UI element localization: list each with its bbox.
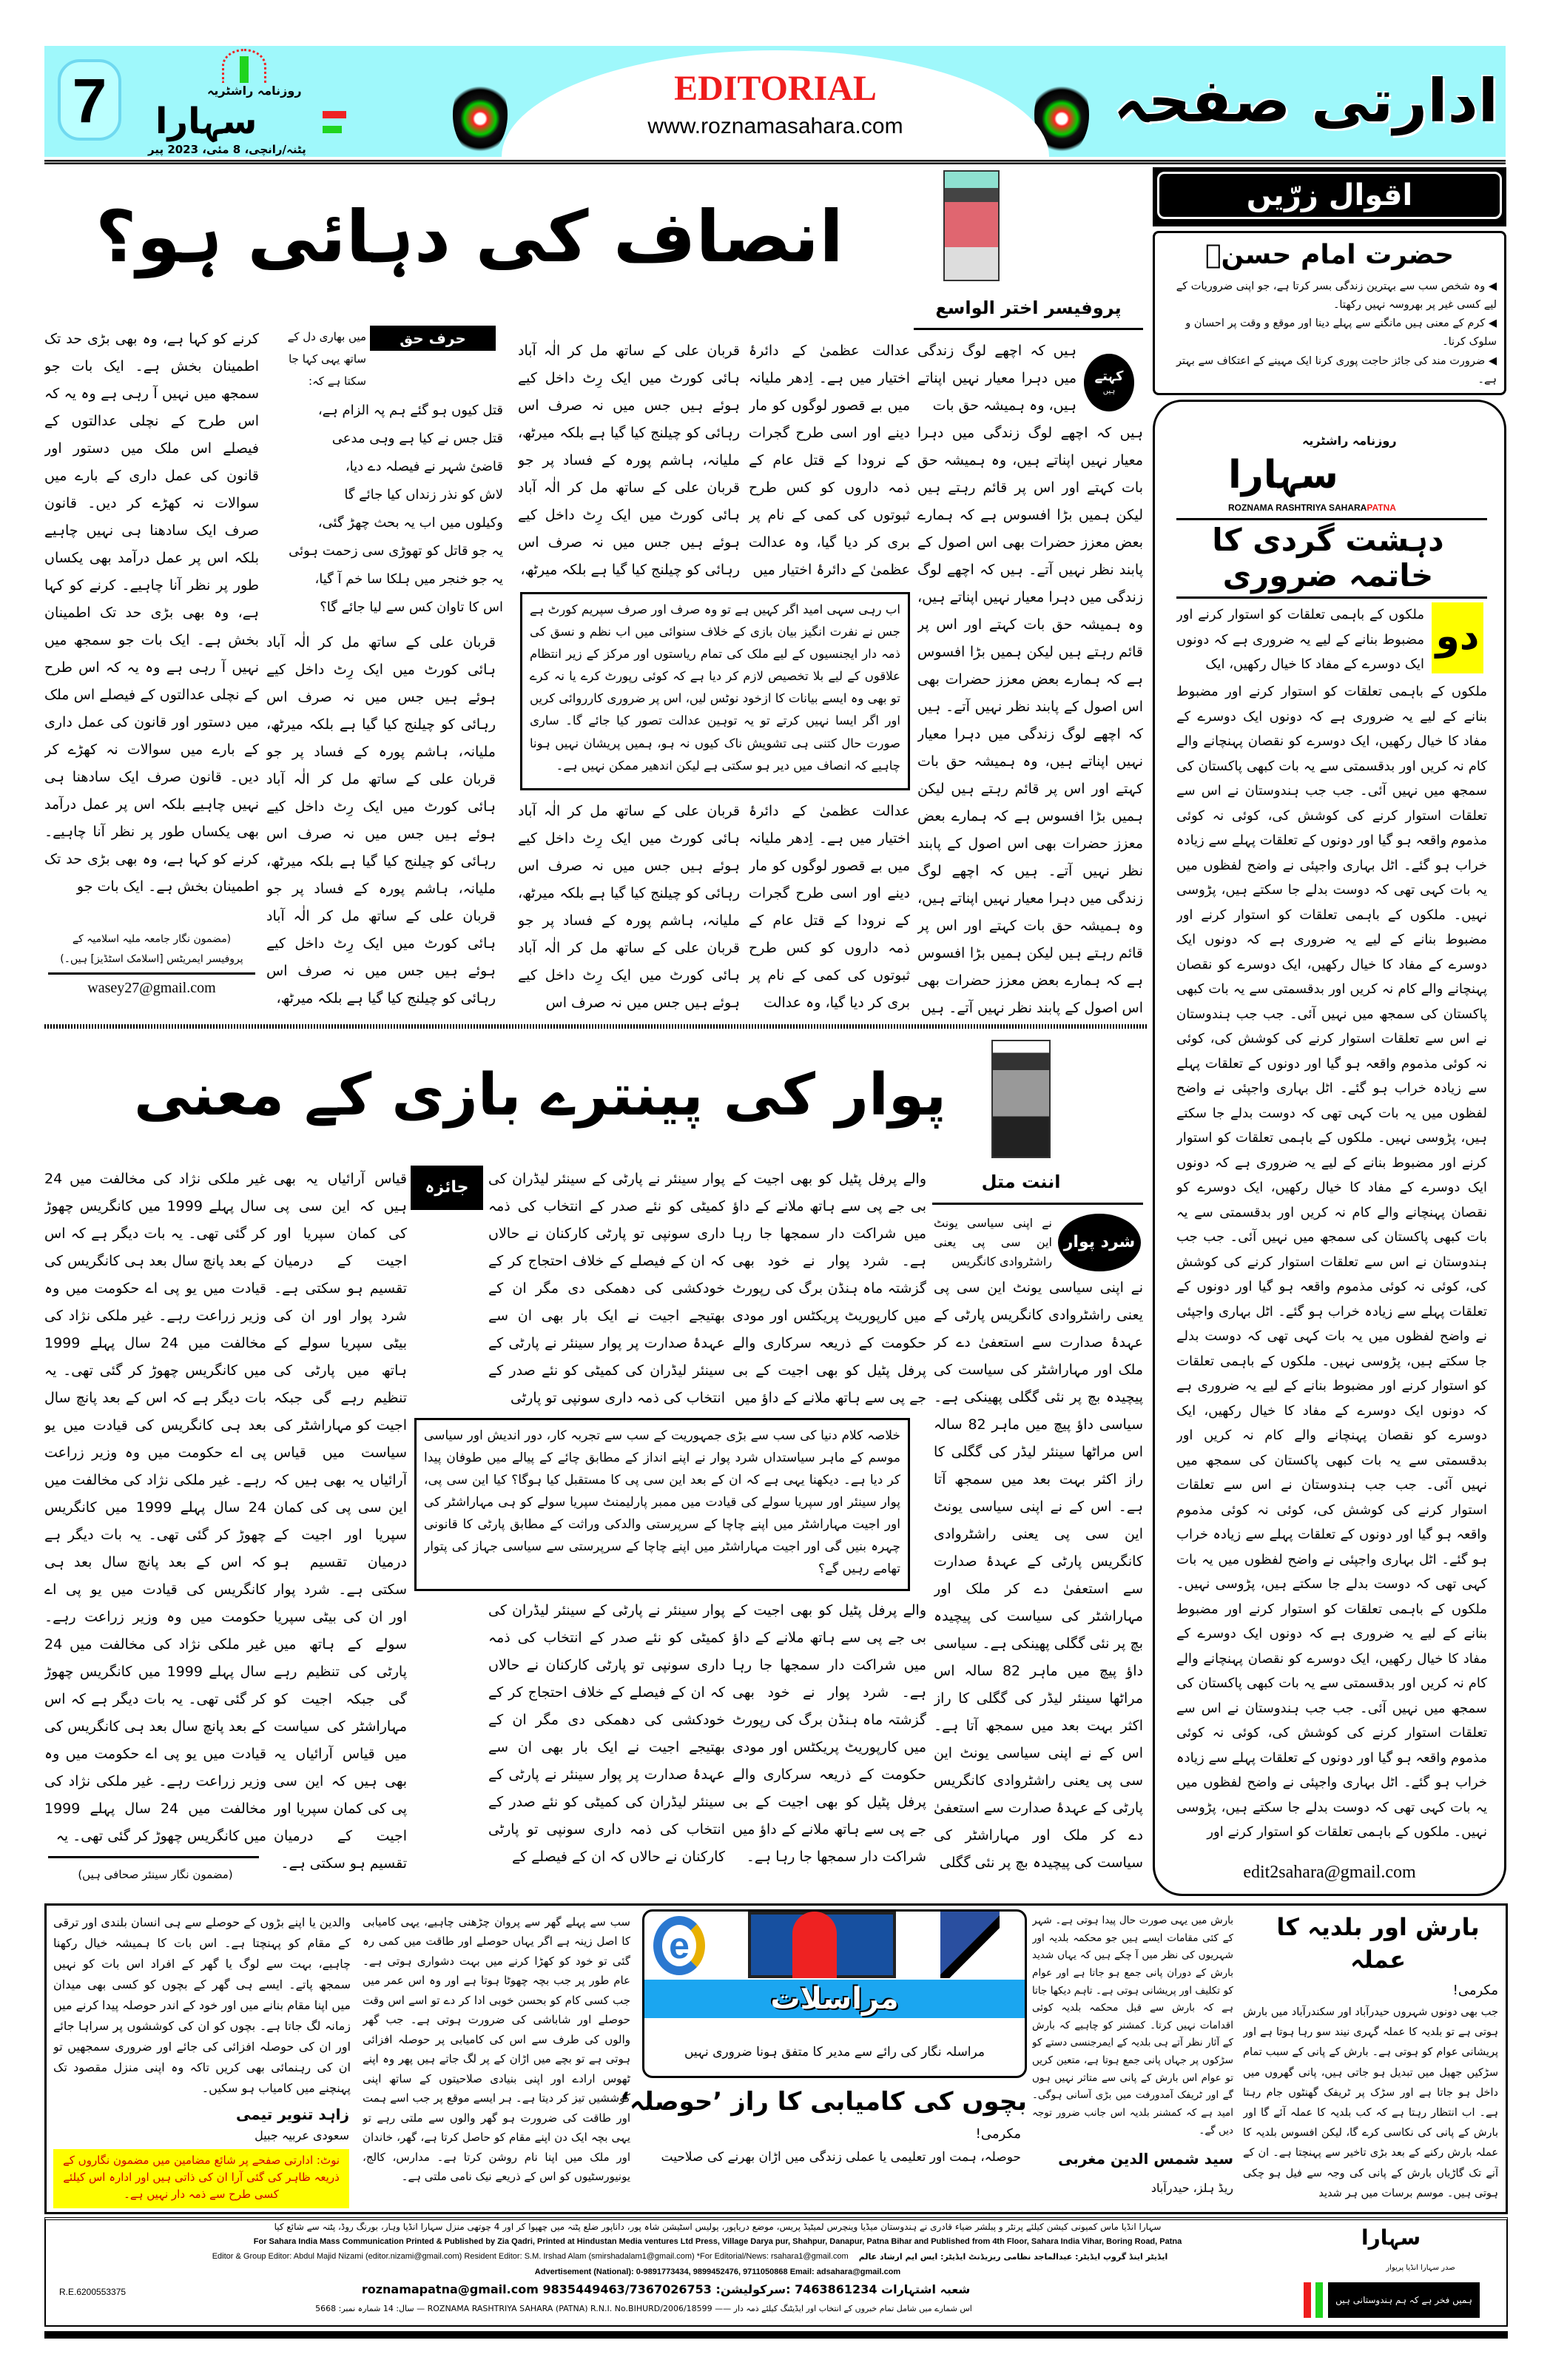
imprint-editor-en: Editor & Group Editor: Abdul Majid Nizami (editor.nizami@gmail.com) Resident Editor: S.M. Irshad Alam (smirshadalam1@gmail.com) *For Editorial/News: rsahara1@gmail.com [212,2252,849,2261]
article1-column: عدالت عظمیٰ کے دائرۂ اختیار میں ہے۔ اِدھر ملیانہ میں بے قصور لوگوں کو مار دینے اور اسی طرح گجرات کے نرودا کے قتل عام کے ذمہ داروں کو کس طرح ثبوتوں کی کمی کے نام پر بری کر دیا گیا، وہ عدالت عظمیٰ کے دائرۂ اختیار میں [749,343,910,578]
footer-logo: سہارا [1361,2225,1421,2250]
bottom-bar [44,2331,1508,2339]
imprint-advertisement: Advertisement (National): 0-9891773434, 9899452476, 9711050868 Email: adsahara@gmail.com [534,2268,901,2276]
article2-column: نے اپنی سیاسی یونٹ این سی پی یعنی راشٹروادی کانگریس پارٹی کے عہدۂ صدارت سے استعفیٰ دے کر ملک اور مہاراشٹر کی سیاست کی پیچیدہ بچ پر نئی گگلی پھینکی ہے۔ سیاسی داؤ پیچ میں ماہر 82 سالہ اس مراٹھا سینئر لیڈر کی گگلی کا راز اکثر بہت بعد میں سمجھ آتا ہے۔ اس کے نے اپنی سیاسی یونٹ این سی پی یعنی راشٹروادی کانگریس پارٹی کے عہدۂ صدارت سے استعفیٰ دے کر ملک اور مہاراشٹر کی سیاست کی پیچیدہ بچ پر نئی گگلی پھینکی ہے۔ سیاسی داؤ پیچ میں ماہر 82 سالہ اس مراٹھا سینئر لیڈر کی گگلی کا راز اکثر بہت بعد میں سمجھ آتا ہے۔ اس کے نے اپنی سیاسی یونٹ این سی پی یعنی راشٹروادی کانگریس پارٹی کے عہدۂ صدارت سے استعفیٰ دے کر ملک اور مہاراشٹر کی سیاست کی پیچیدہ بچ پر نئی گگلی [934,1280,1143,1871]
imprint-editor-row [55,2250,1324,2264]
article1-column: عدالت عظمیٰ کے دائرۂ اختیار میں ہے۔ اِدھر ملیانہ میں بے قصور لوگوں کو مار دینے اور اسی طرح گجرات کے نرودا کے قتل عام کے ذمہ داروں کو کس طرح ثبوتوں کی کمی کے نام پر بری کر دیا گیا، وہ عدالت [749,803,910,1011]
article2-column: والے پرفل پٹیل کو بھی اجیت کے بی جے پی سے ہاتھ ملانے کے داؤ میں شراکت دار سمجھا جا رہا ہے۔ شرد پوار نے خود بھی گزشتہ ماہ ہنڈن برگ کی رپورٹ میں کارپوریٹ پریکٹس اور مودی حکومت کے ذریعہ سرکاری والے پرفل پٹیل کو بھی اجیت کے بی جے پی سے ہاتھ ملانے کے داؤ میں شراکت دار سمجھا جا رہا ہے۔ [732,1602,926,1865]
letter1-salutation: مکرمی! [975,2126,1021,2142]
logo-one-icon [240,56,249,83]
logo-name: سہارا [155,101,257,142]
article1-column: قربان علی کے ساتھ مل کر الٰہ آباد ہائی کورٹ میں ایک رِٹ داخل کیے ہوئے ہیں جس میں نہ صرف اس رہائی کو چیلنج کیا گیا ہے بلکہ میرٹھ، ملیانہ، ہاشم پورہ کے فساد پر جو قربان علی کے ساتھ مل کر الٰہ آباد ہائی کورٹ میں ایک رِٹ داخل کیے ہوئے ہیں جس میں نہ صرف اس [518,803,740,1011]
circle-label: شرد پوار [1063,1233,1136,1251]
disclaimer-note: نوٹ: ادارتی صفحے پر شائع مضامین میں مضمون نگاروں کے ذریعہ ظاہر کی گئی آرا ان کی ذاتی ہیں اور ادارہ اس کیلئے کسی طرح سے ذمہ دار نہیں ہے۔ [53,2149,349,2208]
article1-column: کرنے کو کہا ہے، وہ بھی بڑی حد تک اطمینان بخش ہے۔ ایک بات جو سمجھ میں نہیں آ رہی ہے وہ یہ کہ اس طرح کے نچلی عدالتوں کے فیصلے اس ملک میں دستور اور قانون کی عمل داری کے بارے میں سوالات نہ کھڑے کر دیں۔ قانون صرف ایک سادھنا ہی نہیں چاہیے بلکہ اس پر عمل درآمد بھی یکساں طور پر نظر آنا چاہیے۔ کرنے کو کہا ہے، وہ بھی بڑی حد تک اطمینان بخش ہے۔ ایک بات جو سمجھ میں نہیں آ رہی ہے وہ یہ کہ اس طرح کے نچلی عدالتوں کے فیصلے اس ملک میں دستور اور قانون کی عمل داری کے بارے میں سوالات نہ کھڑے کر دیں۔ قانون صرف ایک سادھنا ہی نہیں چاہیے بلکہ اس پر عمل درآمد بھی یکساں طور پر نظر آنا چاہیے۔ کرنے کو کہا ہے، وہ بھی بڑی حد تک اطمینان بخش ہے۔ ایک بات جو [44,331,259,895]
divider [1176,596,1487,599]
pullquote-box [520,592,910,790]
article1-column: قربان علی کے ساتھ مل کر الٰہ آباد ہائی کورٹ میں ایک رِٹ داخل کیے ہوئے ہیں جس میں نہ صرف اس رہائی کو چیلنج کیا گیا ہے بلکہ میرٹھ، ملیانہ، ہاشم پورہ کے فساد پر جو قربان علی کے ساتھ مل کر الٰہ آباد ہائی کورٹ میں ایک رِٹ داخل کیے ہوئے ہیں جس میں نہ صرف اس رہائی کو چیلنج کیا گیا ہے بلکہ میرٹھ، ملیانہ، ہاشم پورہ کے فساد پر جو قربان علی کے ساتھ مل کر الٰہ آباد ہائی کورٹ میں ایک رِٹ داخل کیے ہوئے ہیں جس میں نہ صرف اس رہائی کو چیلنج کیا گیا ہے بلکہ میرٹھ، [266,634,496,1006]
quote-item: ◀ کرم کے معنی ہیں مانگنے سے پہلے دینا اور موقع و وقت پر احسان و سلوک کرنا۔ [1185,317,1497,349]
section-title-en: EDITORIAL [674,69,877,108]
imprint-editor-ur: ایڈیٹر اینڈ گروپ ایڈیٹر: عبدالماجد نظامی ریزیڈنٹ ایڈیٹر: ایس ایم ارشاد عالم [858,2252,1168,2262]
footer-side-note: صدر سہارا انڈیا پریوار [1386,2264,1455,2272]
imprint-re: R.E.6200553375 [59,2287,127,2297]
article2-column: نے اپنی سیاسی یونٹ این سی پی یعنی راشٹروادی کانگریس [934,1216,1052,1268]
kehte-circle [1084,354,1134,411]
poem [266,397,503,622]
poem-line: قتل جس نے کیا ہے وہی مدعی [331,431,503,446]
edition-date: پٹنہ/رانچی، 8 مئی، 2023 پیر [148,143,306,156]
editorial-logo-tagline: روزنامہ راشٹریہ [1302,434,1397,448]
editorial-logo: سہارا [1228,453,1338,497]
article2-column: والے پرفل پٹیل کو بھی اجیت کے بی جے پی سے ہاتھ ملانے کے داؤ میں شراکت دار سمجھا جا رہا ہے۔ شرد پوار نے خود بھی گزشتہ ماہ ہنڈن برگ کی رپورٹ میں کارپوریٹ پریکٹس اور مودی حکومت کے ذریعہ سرکاری والے پرفل پٹیل کو بھی اجیت کے بی جے پی سے ہاتھ ملانے کے داؤ میں [732,1171,926,1406]
section-divider [44,1024,1147,1029]
column-label-box: حرف حق [370,326,496,351]
editorial-body: ملکوں کے باہمی تعلقات کو استوار کرنے اور مضبوط بنانے کے لیے یہ ضروری ہے کہ دونوں ایک دوسرے کے مفاد کا خیال رکھیں، ایک دوسرے کو نقصان پہنچانے والے کام نہ کریں اور بدقسمتی سے یہ بات کبھی پاکستان کی سمجھ میں نہیں آئی۔ جب جب ہندوستان نے اس سے تعلقات استوار کرنے کی کوشش کی، کوئی نہ کوئی مذموم واقعہ ہو گیا اور دونوں کے تعلقات پہلے سے زیادہ خراب ہو گئے۔ اٹل بہاری واجپئی نے واضح لفظوں میں یہ بات کہی تھی کہ دوست بدلے جا سکتے ہیں، پڑوسی نہیں۔ ملکوں کے باہمی تعلقات کو استوار کرنے اور مضبوط بنانے کے لیے یہ ضروری ہے کہ دونوں ایک دوسرے کے مفاد کا خیال رکھیں، ایک دوسرے کو نقصان پہنچانے والے کام نہ کریں اور بدقسمتی سے یہ بات کبھی پاکستان کی سمجھ میں نہیں آئی۔ جب جب ہندوستان نے اس سے تعلقات استوار کرنے کی کوشش کی، کوئی نہ کوئی مذموم واقعہ ہو گیا اور دونوں کے تعلقات پہلے سے زیادہ خراب ہو گئے۔ اٹل بہاری واجپئی نے واضح لفظوں میں یہ بات کہی تھی کہ دوست بدلے جا سکتے ہیں، پڑوسی نہیں۔ ملکوں کے باہمی تعلقات کو استوار کرنے اور مضبوط بنانے کے لیے یہ ضروری ہے کہ دونوں ایک دوسرے کے مفاد کا خیال رکھیں، ایک دوسرے کو نقصان پہنچانے والے کام نہ کریں اور بدقسمتی سے یہ بات کبھی پاکستان کی سمجھ میں نہیں آئی۔ جب جب ہندوستان نے اس سے تعلقات استوار کرنے کی کوشش کی، کوئی نہ کوئی مذموم واقعہ ہو گیا اور دونوں کے تعلقات پہلے سے زیادہ خراب ہو گئے۔ اٹل بہاری واجپئی نے واضح لفظوں میں یہ بات کہی تھی کہ دوست بدلے جا سکتے ہیں، پڑوسی نہیں۔ ملکوں کے باہمی تعلقات کو استوار کرنے اور مضبوط بنانے کے لیے یہ ضروری ہے کہ دونوں ایک دوسرے کے مفاد کا خیال رکھیں، ایک دوسرے کو نقصان پہنچانے والے کام نہ کریں اور بدقسمتی سے یہ بات کبھی پاکستان کی سمجھ میں نہیں آئی۔ جب جب ہندوستان نے اس سے تعلقات استوار کرنے کی کوشش کی، کوئی نہ کوئی مذموم واقعہ ہو گیا اور دونوں کے تعلقات پہلے سے زیادہ خراب ہو گئے۔ اٹل بہاری واجپئی نے واضح لفظوں میں یہ بات کہی تھی کہ دوست بدلے جا سکتے ہیں، پڑوسی نہیں۔ ملکوں کے باہمی تعلقات کو استوار کرنے اور مضبوط بنانے کے لیے یہ ضروری ہے کہ دونوں ایک دوسرے کے مفاد کا خیال رکھیں، ایک دوسرے کو نقصان پہنچانے والے کام نہ کریں اور بدقسمتی سے یہ بات کبھی پاکستان کی سمجھ میں نہیں آئی۔ جب جب ہندوستان نے اس سے تعلقات استوار کرنے کی کوشش کی، کوئی نہ کوئی مذموم واقعہ ہو گیا اور دونوں کے تعلقات پہلے سے زیادہ خراب ہو گئے۔ اٹل بہاری واجپئی نے واضح لفظوں میں یہ بات کہی تھی کہ دوست بدلے جا سکتے ہیں، پڑوسی نہیں۔ ملکوں کے باہمی تعلقات کو استوار کرنے اور [1176,684,1487,1840]
quote-item: ◀ ضرورت مند کی جائز حاجت پوری کرنا ایک مہینے کے اعتکاف سے بہتر ہے۔ [1176,354,1497,386]
article1-column: قربان علی کے ساتھ مل کر الٰہ آباد ہائی کورٹ میں ایک رِٹ داخل کیے ہوئے ہیں جس میں نہ صرف اس رہائی کو چیلنج کیا گیا ہے بلکہ میرٹھ، ملیانہ، ہاشم پورہ کے فساد پر جو قربان علی کے ساتھ مل کر الٰہ آباد ہائی کورٹ میں ایک رِٹ داخل کیے ہوئے ہیں جس میں نہ صرف اس رہائی کو چیلنج کیا گیا ہے بلکہ میرٹھ، [518,343,740,578]
article1-column: ہیں کہ اچھے لوگ زندگی میں دہرا معیار نہیں اپناتے ہیں، وہ ہمیشہ حق بات [917,343,1076,414]
quotes-title: اقوال زرّیں [1157,172,1502,219]
poem-line: لاش کو نذر زنداں کیا جائے گا [344,487,503,502]
article1-email[interactable]: wasey27@gmail.com [87,980,216,996]
divider [932,1203,1143,1205]
letter2-body: جب بھی دونوں شہروں حیدرآباد اور سکندرآباد میں بارش ہوتی ہے تو بلدیہ کا عملہ گہری نیند سو رہا ہوتا ہے اور پریشانی عوام کو ہوتی ہے۔ بارش کے پانی کے سبب تمام سڑکیں جھیل میں تبدیل ہو جاتی ہیں، پانی گھروں میں داخل ہو جاتا ہے اور سڑک پر ٹریفک گھنٹوں جام رہتا ہے۔ اب انتظار رہتا ہے کہ کب بلدیہ کا عملہ آئے گا اور بارش کے پانی کی نکاسی کرے گا، لیکن افسوس بلدیہ کا عملہ بارش رکنے کے بعد بڑی تاخیر سے پہنچتا ہے۔ ان کے آنے تک گاڑیاں بارش کے پانی کی وجہ سے فیل ہو چکی ہوتی ہیں۔ موسم برسات میں ہر شدید [1243,2006,1498,2199]
starburst-icon [453,74,508,155]
website-url: www.roznamasahara.com [647,114,903,138]
divider [914,328,1143,330]
divider [48,1856,259,1858]
quotes-title-box [1153,167,1506,226]
poem-line: اس کا تاوان کس سے لیا جائے گا؟ [320,599,503,615]
quote-list [1155,276,1504,391]
imprint-circulation: roznamapatna@gmail.com 9835449463/7367026753 :شعبہ اشتہارات 7463861234 :سرکولیشن [361,2282,971,2296]
article1-headline: انصاف کی دہائی ہو؟ [95,195,843,278]
letters-banner [642,1909,1027,2078]
editorial-headline: دہشت گردی کا خاتمہ ضروری [1212,522,1444,594]
logo-flag-icon [323,111,346,118]
flag-green-bar [1315,2282,1323,2318]
kehte-label: کہتے [1094,369,1124,384]
author-photo [991,1040,1051,1158]
divider [48,972,255,975]
article1-column: ہیں کہ اچھے لوگ زندگی میں دہرا معیار نہیں اپناتے ہیں، وہ ہمیشہ حق بات کہتے اور اس پر قائم رہتے ہیں لیکن ہمیں بڑا افسوس ہے کہ ہمارے بعض معزز حضرات بھی اس اصول کے پابند نظر نہیں آتے۔ ہیں کہ اچھے لوگ زندگی میں دہرا معیار نہیں اپناتے ہیں، وہ ہمیشہ حق بات کہتے اور اس پر قائم رہتے ہیں لیکن ہمیں بڑا افسوس ہے کہ ہمارے بعض معزز حضرات بھی اس اصول کے پابند نظر نہیں آتے۔ ہیں کہ اچھے لوگ زندگی میں دہرا معیار نہیں اپناتے ہیں، وہ ہمیشہ حق بات کہتے اور اس پر قائم رہتے ہیں لیکن ہمیں بڑا افسوس ہے کہ ہمارے بعض معزز حضرات بھی اس اصول کے پابند نظر نہیں آتے۔ ہیں کہ اچھے لوگ زندگی میں دہرا معیار نہیں اپناتے ہیں، وہ ہمیشہ حق بات کہتے اور اس پر قائم رہتے ہیں لیکن ہمیں بڑا افسوس ہے کہ ہمارے بعض معزز حضرات بھی اس اصول کے پابند نظر نہیں آتے۔ ہیں [917,425,1143,1016]
poem-line: یہ جو خنجر میں ہلکا سا خم آ گیا، [314,571,503,587]
article2-column: پوار سینئر نے پارٹی کے سینئر لیڈران کی کمیٹی کو نئے صدر کے انتخاب کی ذمہ داری سونپی تو پارٹی کارکنان نے حالاں کہ ان کے فیصلے کے خلاف احتجاج کر کے خودکشی کی دھمکی دی مگر ان کے بھتیجے اجیت نے ایک بار بھی ان سے عہدۂ صدارت پر پوار سینئر نے پارٹی کے سینئر لیڈران کی کمیٹی کو نئے صدر کے انتخاب کی ذمہ داری سونپی تو پارٹی کارکنان نے حالاں کہ ان کے فیصلے کے [488,1602,725,1865]
article2-headline: پوار کی پینترے بازی کے معنی [133,1062,947,1129]
author-photo [943,170,1000,281]
article2-column: قیاس آرائیاں یہ بھی ہیں کہ این سی پی کی کمان سپریا اور اجیت کے درمیان تقسیم ہو سکتی ہے۔ شرد پوار اور ان کی بیٹی سپریا سولے کے ہاتھ میں پارٹی کی تنظیم رہے گی جبکہ اجیت کو مہاراشٹر کی سیاست میں قیاس آرائیاں یہ بھی ہیں کہ این سی پی کی کمان سپریا اور اجیت کے درمیان تقسیم ہو سکتی ہے۔ شرد پوار اور ان کی بیٹی سپریا سولے کے ہاتھ میں پارٹی کی تنظیم رہے گی جبکہ اجیت کو مہاراشٹر کی سیاست میں قیاس آرائیاں یہ بھی ہیں کہ این سی پی کی کمان سپریا اور اجیت کے درمیان تقسیم ہو سکتی ہے۔ [274,1171,407,1872]
section-title-ur: ادارتی صفحہ [1113,67,1499,135]
mailbox-icon [792,1912,837,1978]
poem-line: قتل کیوں ہو گئے ہم پہ الزام ہے، [317,403,503,418]
editorial-email[interactable]: edit2sahara@gmail.com [1243,1863,1416,1882]
article2-column: غیر ملکی نژاد کی مخالفت میں 24 سال پہلے 1999 میں کانگریس چھوڑ کر گئی تھی۔ یہ بات دیگر ہے کہ اس کے بعد پانچ سال بعد ہی کانگریس کی قیادت میں یو پی اے حکومت میں وہ وزیر زراعت رہے۔ غیر ملکی نژاد کی مخالفت میں 24 سال پہلے 1999 میں کانگریس چھوڑ کر گئی تھی۔ یہ بات دیگر ہے کہ اس کے بعد پانچ سال بعد ہی کانگریس کی قیادت میں یو پی اے حکومت میں وہ وزیر زراعت رہے۔ غیر ملکی نژاد کی مخالفت میں 24 سال پہلے 1999 میں کانگریس چھوڑ کر گئی تھی۔ یہ بات دیگر ہے کہ اس کے بعد پانچ سال بعد ہی کانگریس کی قیادت میں یو پی اے حکومت میں وہ وزیر زراعت رہے۔ غیر ملکی نژاد کی مخالفت میں 24 سال پہلے 1999 میں کانگریس چھوڑ کر گئی تھی۔ یہ بات دیگر ہے کہ اس کے بعد پانچ سال بعد ہی کانگریس کی قیادت میں یو پی اے حکومت میں وہ وزیر زراعت رہے۔ غیر ملکی نژاد کی مخالفت میں 24 سال پہلے 1999 میں کانگریس چھوڑ کر گئی تھی۔ یہ [44,1171,266,1844]
banner-title: مراسلات [644,1980,1025,2018]
poem-line: قاضیٔ شہر نے فیصلہ دے دیا، [345,459,503,474]
letter1-body: سب سے پہلے گھر سے پروان چڑھنی چاہیے، یہی کامیابی کا اصل زینہ ہے اگر یہاں حوصلے اور طاقت میں کمی رہ گئی تو خود کو کھڑا کرنے میں بہت دشواری ہوتی ہے۔ عام طور پر جب بچہ چھوٹا ہوتا ہے اور وہ اس عمر میں جب کسی کام کو بحسن خوبی ادا کر دے تو اسے اس وقت حوصلے اور شاباشی کی ضرورت ہوتی ہے۔ جب گھر والوں کی طرف سے اس کی کامیابی پر حوصلہ افزائی ہوتی ہے تو بچے میں اڑان کے پر لگ جاتے ہیں پھر وہ اپنے ٹھوس ارادے اور اپنی بنیادی صلاحیتوں کے ساتھ اپنی کوششیں تیز کر دیتا ہے۔ ہر ایسے موقع پر جب اسے ہمت اور طاقت کی ضرورت ہو گھر والوں سے ملتی رہے تو یہی بچہ ایک دن اپنے مقام کو حاصل کرتا ہے، گھر، خاندان اور ملک میں اپنا نام روشن کرتا ہے۔ مدارس، کالج، یونیورسٹیوں کو اس کے ذریعے نیک نامی ملتی ہے۔ [363,1915,630,2184]
letter1-headline: بچوں کی کامیابی کا راز ’حوصلہ‘ [619,2087,1027,2117]
article1-pullquote: اب رہی سہی امید اگر کہیں ہے تو وہ صرف اور صرف سپریم کورٹ ہے جس نے نفرت انگیز بیان بازی کے خلاف سنوائی میں اب نظم و نسق کی ذمہ دار ایجنسیوں کے لیے ملک کی تمام ریاستوں اور مرکز کے زیر انتظام علاقوں کے لیے بلا تخصیص لازم کر دیا ہے کہ کوئی رپورٹ کرے یا نہ کرے تو بھی وہ ایسے بیانات کا ازخود نوٹس لیں، اس پر ضروری کارروائی کریں اور اگر ایسا نہیں کرتے تو یہ توہین عدالت تصور کیا جائے گا۔ ساری صورت حال کتنی ہی تشویش ناک کیوں نہ ہو، ہمیں پریشان نہیں ہونا چاہیے کہ انصاف میں دیر ہو سکتی ہے لیکن اندھیر ممکن نہیں ہے۔ [530,602,900,773]
pullquote-box [414,1418,910,1591]
letter1-author: زاہد تنویر تیمی [235,2105,349,2123]
letter2-author: سید شمس الدین مغربی [1058,2150,1233,2168]
credit-line: (مضمون نگار جامعہ ملیہ اسلامیہ کے [72,933,232,945]
footer-side-banner: ہمیں فخر ہے کہ ہم ہندوستانی ہیں [1328,2282,1480,2318]
header-divider [44,160,1506,164]
article1-poem-intro: میں بھاری دل کے ساتھ یہی کہا جا سکتا ہے کہ: [287,330,366,388]
poem-line: یہ جو قاتل کو تھوڑی سی زحمت ہوئی [289,543,503,559]
article2-pullquote: خلاصہ کلام دنیا کی سب سے بڑی جمہوریت کے سب سے تجربہ کار، دور اندیش اور سیاسی موسم کے ماہر سیاستداں شرد پوار نے اپنے انداز کے مطابق چائے کے پیالے میں طوفان پیدا کر دیا ہے۔ دیکھنا یہی ہے کہ ان کے بعد این سی پی کا مستقبل کیا ہوگا؟ کیا این سی پی، پوار سینئر اور سپریا سولے کی قیادت میں ممبر پارلیمنٹ سپریا سولے کو ہی مہاراشٹر کی اور اجیت مہاراشٹر میں اپنے چاچا کے سرپرستی والدکی وراثت کے مطابق پارٹی کا قانونی چہرہ بنیں گی اور اجیت مہاراشٹر میں اپنے چاچا کے سرپرستی سے سیاسی جہاز کی پتوار تھامے رہیں گے؟ [424,1428,900,1576]
article2-credit: (مضمون نگار سینئر صحافی ہیں) [78,1868,233,1881]
editorial-body: ملکوں کے باہمی تعلقات کو استوار کرنے اور مضبوط بنانے کے لیے یہ ضروری ہے کہ دونوں ایک دوسرے کے مفاد کا خیال رکھیں، ایک [1176,607,1424,672]
imprint-print-line: For Sahara India Mass Communication Printed & Published by Zia Qadri, Printed at Hindustan Media ventures Ltd Press, Village Darya pur, Shahpur, Danapur, Patna Bihar and Published from 4th Floor, Sahara India Vihar, Boring Road, Patna [253,2237,1182,2246]
quote-item: ◀ وہ شخص سب سے بہترین زندگی بسر کرتا ہے، جو اپنی ضروریات کے لیے کسی غیر پر بھروسہ نہیں رکھتا۔ [1176,280,1497,312]
letter2-place: ریڈ ہلز، حیدرآباد [1150,2181,1233,2195]
browser-icon: e [653,1916,705,1975]
letter2-body: بارش میں یہی صورت حال پیدا ہوتی ہے۔ شہر کے کئی مقامات ایسے ہیں جو محکمہ بلدیہ اور شہریوں کی نظر میں آ چکے ہیں کہ یہاں شدید بارش کے دوران پانی جمع ہو جاتا ہے اور عوام کو تکلیف اور پریشانی ہوتی ہے۔ تاہم دیکھا جاتا ہے کہ بارش سے قبل محکمہ بلدیہ کوئی اقدامات نہیں کرتا۔ کمشنر کو چاہیے کہ بارش کے آثار نظر آتے ہی بلدیہ کے ایمرجنسی دستے کو سڑکوں پر جہاں پانی جمع ہوتا ہے، متعین کریں تو عوام اس بارش کے پانی سے متاثر نہیں ہوں گے اور ٹریفک آمدورفت میں بڑی آسانی ہوگی۔ امید ہے کہ کمشنر بلدیہ اس جانب ضرور توجہ دیں گے۔ [1032,1915,1233,2137]
page-number-badge: 7 [58,59,121,141]
article2-column: پوار سینئر نے پارٹی کے سینئر لیڈران کی کمیٹی کو نئے صدر کے انتخاب کی ذمہ داری سونپی تو پارٹی کارکنان نے حالاں کہ ان کے فیصلے کے خلاف احتجاج کر کے خودکشی کی دھمکی دی مگر ان کے بھتیجے اجیت نے ایک بار بھی ان سے عہدۂ صدارت پر پوار سینئر نے پارٹی کے سینئر لیڈران کی کمیٹی کو نئے صدر کے انتخاب کی ذمہ داری سونپی تو پارٹی [488,1171,725,1406]
letter2-headline: بارش اور بلدیہ کا عملہ [1276,1913,1480,1974]
poem-line: وکیلوں میں اب یہ بحث چھڑ گئی، [317,515,503,531]
article2-author: اننت متل [981,1171,1061,1192]
article1-credit [44,930,259,969]
sahara-logo [148,49,370,160]
quotes-box [1153,231,1506,395]
logo-flag-icon-green [323,126,342,133]
letter1-body: حوصلہ، ہمت اور تعلیمی یا عملی زندگی میں اڑان بھرنے کی صلاحیت [661,2150,1021,2165]
quote-person: حضرت امام حسنؓ [1204,240,1455,270]
pen-hand-icon [940,1912,1000,1978]
credit-line: پروفیسر ایمریٹس [اسلامک اسٹڈیز] ہیں۔) [60,953,243,965]
imprint-urdu: سہارا انڈیا ماس کمیونی کیشن کیلئے پرنٹر و پبلشر ضیاء قادری نے ہندوستان میڈیا وینچرس لمیٹیڈ پریس، موضع دریاپور، پولیس اسٹیشن شاہ پور، داناپور ضلع پٹنہ میں چھپوا کر اور 4 چوتھی منزل سہارا انڈیا وہار، بورنگ روڈ، پٹنہ سے شائع کیا [274,2222,1162,2232]
editorial-logo-en: ROZNAMA RASHTRIYA SAHARAPATNA [1228,502,1396,513]
column-label-box: جائزہ [411,1166,483,1210]
imprint-registration: سال: 14 شمارہ نمبر: 5668 — ROZNAMA RASHTRIYA SAHARA (PATNA) R.N.I. No.BIHURD/2006/18599 —— اس شمارے میں شامل تمام خبروں کے انتخاب اور ایڈیٹنگ کیلئے ذمہ دار [315,2304,972,2313]
sharad-pawar-circle [1058,1214,1141,1271]
dropcap: دو [1432,602,1483,673]
flag-red-bar [1304,2282,1311,2318]
article1-author: پروفیسر اختر الواسع [935,298,1122,318]
banner-note: مراسلہ نگار کی رائے سے مدیر کا متفق ہونا ضروری نہیں [684,2045,985,2060]
logo-tagline: روزنامہ راشٹریہ [207,84,302,98]
kehte-sub: ہیں [1102,387,1116,395]
letter1-body: والدین یا اپنے بڑوں کے حوصلے سے ہی انسان بلندی اور ترقی کے مقام کو پہنچتا ہے۔ اس بات کا ہمیشہ خیال رکھنا چاہیے، بہت سے لوگ یا گھر کے افراد اس بات کو نہیں سمجھ پاتے۔ ایسے ہی گھر کے بچوں کو کسی بھی میدان میں اپنا مقام بنانے میں اور خود کے اندر حوصلہ پیدا کرنے میں زمانہ لگ جاتا ہے۔ بچوں کو ان کی کوششوں پر سراہا جائے اور ان کی حوصلہ افزائی کی جائے اور ضروری سمجھیں تو ان کی رہنمائی بھی کریں تاکہ وہ اپنی منزل مقصود تک پہنچنے میں کامیاب ہو سکیں۔ [53,1915,351,2095]
divider [1176,518,1487,520]
letter1-place: سعودی عربیہ جبیل [255,2128,349,2142]
letter2-salutation: مکرمی! [1452,1983,1498,1998]
